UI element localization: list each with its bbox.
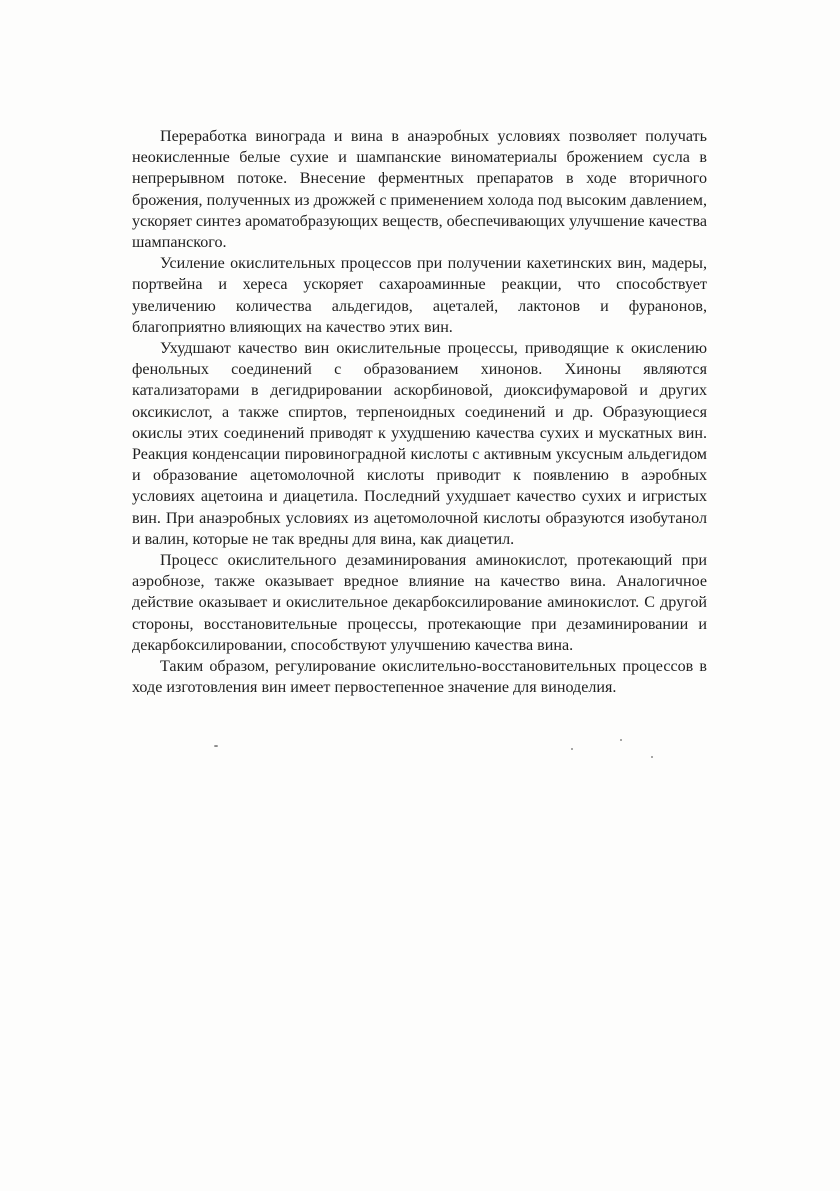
body-text: [132, 126, 707, 698]
paragraph-anaerobic-processing: Переработка винограда и вина в анаэробных условиях позволяет получать неокисленные белые сухие и шампанские виноматериалы брожением сусла в непрерывном потоке. Внесение ферментных препаратов в ходе вторичного брожения, полученных из дрожжей с применением холода под высоким давлением, ускоряет синтез ароматобразующих веществ, обеспечивающих улучшение качества шампанского.: [132, 128, 707, 252]
scan-speck: [214, 745, 218, 747]
scan-speck: [571, 748, 573, 750]
paragraph-conclusion: Таким образом, регулирование окислительно-восстановительных процессов в ходе изготовления вин имеет первостепенное значение для виноделия.: [132, 658, 707, 697]
scan-speck: [620, 739, 622, 741]
paragraph-oxidation-enhancement: Усиление окислительных процессов при получении кахетинских вин, мадеры, портвейна и хереса ускоряет сахароаминные реакции, что способствует увеличению количества альдегидов, ацеталей, лактонов и фуранонов, благоприятно влияющих на качество этих вин.: [132, 255, 707, 336]
scan-speck: [651, 756, 653, 758]
paragraph-oxidation-degradation: Ухудшают качество вин окислительные процессы, приводящие к окислению фенольных соединений с образованием хинонов. Хиноны являются катализаторами в дегидрировании аскорбиновой, диоксифумаровой и других оксикислот, а также спиртов, терпеноидных соединений и др. Образующиеся окислы этих соединений приводят к ухудшению качества сухих и мускатных вин. Реакция конденсации пировиноградной кислоты с активным уксусным альдегидом и образование ацетомолочной кислоты приводит к появлению в аэробных условиях ацетоина и диацетила. Последний ухудшает качество сухих и игристых вин. При анаэробных условиях из ацетомолочной кислоты образуются изобутанол и валин, которые не так вредны для вина, как диацетил.: [132, 340, 707, 548]
paragraph-deamination: Процесс окислительного дезаминирования аминокислот, протекающий при аэробнозе, также оказывает вредное влияние на качество вина. Аналогичное действие оказывает и окислительное декарбоксилирование аминокислот. С другой стороны, восстановительные процессы, протекающие при дезаминировании и декарбоксилировании, способствуют улучшению качества вина.: [132, 552, 707, 654]
